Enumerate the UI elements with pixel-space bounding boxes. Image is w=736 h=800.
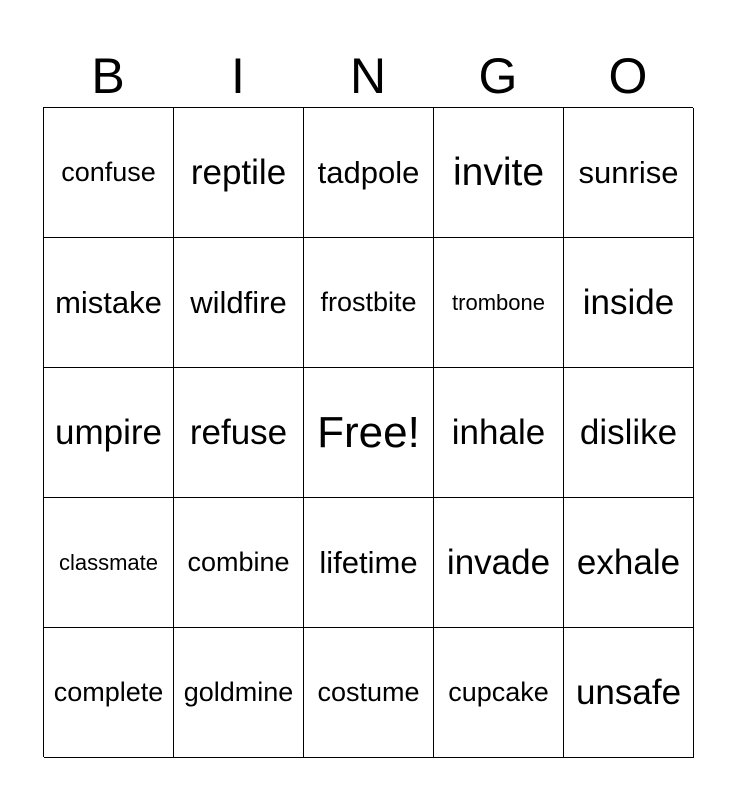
bingo-cell: inhale: [434, 368, 564, 498]
bingo-cell: cupcake: [434, 628, 564, 758]
bingo-cell: sunrise: [564, 108, 694, 238]
bingo-header: [43, 46, 693, 106]
bingo-cell: mistake: [44, 238, 174, 368]
bingo-cell: goldmine: [174, 628, 304, 758]
free-space-cell: Free!: [304, 368, 434, 498]
bingo-cell: wildfire: [174, 238, 304, 368]
bingo-cell: frostbite: [304, 238, 434, 368]
bingo-cell: reptile: [174, 108, 304, 238]
bingo-cell: classmate: [44, 498, 174, 628]
bingo-cell: costume: [304, 628, 434, 758]
bingo-cell: dislike: [564, 368, 694, 498]
header-letter-o: O: [608, 48, 648, 104]
bingo-cell: trombone: [434, 238, 564, 368]
bingo-cell: inside: [564, 238, 694, 368]
bingo-cell: complete: [44, 628, 174, 758]
bingo-cell: combine: [174, 498, 304, 628]
bingo-grid: [43, 107, 693, 757]
bingo-cell: confuse: [44, 108, 174, 238]
bingo-cell: exhale: [564, 498, 694, 628]
bingo-cell: refuse: [174, 368, 304, 498]
bingo-cell: lifetime: [304, 498, 434, 628]
header-letter-i: I: [231, 48, 245, 104]
header-letter-g: G: [478, 48, 518, 104]
bingo-cell: invade: [434, 498, 564, 628]
header-letter-n: N: [349, 48, 387, 104]
bingo-cell: invite: [434, 108, 564, 238]
bingo-cell: umpire: [44, 368, 174, 498]
bingo-cell: unsafe: [564, 628, 694, 758]
header-letter-b: B: [91, 48, 125, 104]
bingo-cell: tadpole: [304, 108, 434, 238]
